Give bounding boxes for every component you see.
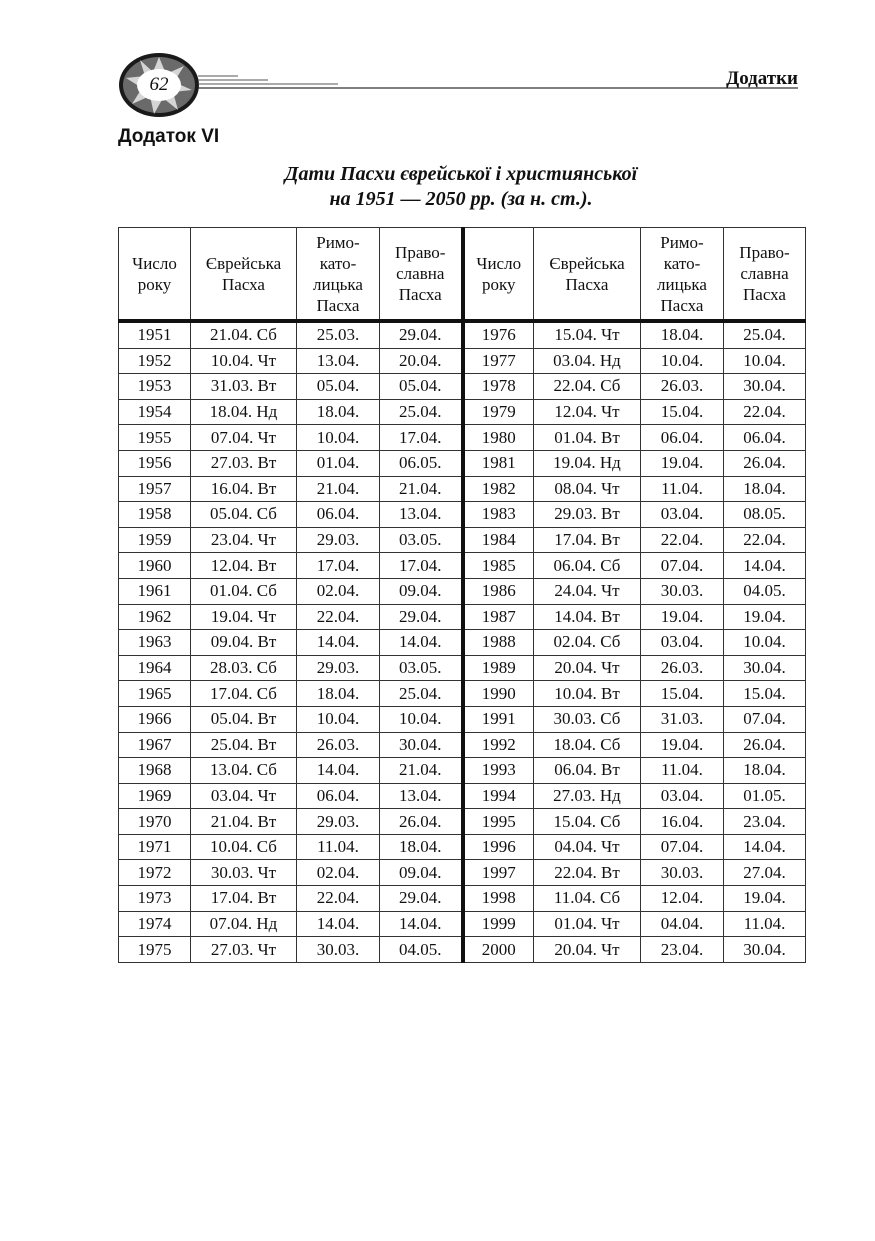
table-cell: 29.04. — [380, 321, 463, 348]
table-cell: 06.04. Вт — [534, 758, 641, 784]
table-cell: 15.04. — [641, 681, 724, 707]
table-cell: 01.04. Вт — [534, 425, 641, 451]
column-header-line: Пасха — [222, 274, 265, 294]
section-title: Додатки — [726, 68, 798, 89]
table-cell: 22.04. — [297, 604, 380, 630]
table-cell: 26.04. — [724, 732, 806, 758]
column-header-5 — [534, 228, 641, 322]
table-cell: 02.04. — [297, 860, 380, 886]
table-cell: 03.04. — [641, 630, 724, 656]
table-cell: 1972 — [119, 860, 191, 886]
table-cell: 21.04. — [380, 758, 463, 784]
table-cell: 30.03. — [641, 578, 724, 604]
table-cell: 12.04. Чт — [534, 399, 641, 425]
table-row — [119, 527, 806, 553]
page-number: 62 — [149, 74, 169, 95]
column-header-line: Римо- — [316, 232, 360, 252]
table-cell: 18.04. — [641, 321, 724, 348]
table-cell: 30.04. — [380, 732, 463, 758]
table-cell: 1999 — [463, 911, 534, 937]
table-cell: 1967 — [119, 732, 191, 758]
table-row — [119, 758, 806, 784]
table-row — [119, 321, 806, 348]
table-cell: 18.04. — [724, 758, 806, 784]
table-cell: 20.04. Чт — [534, 655, 641, 681]
easter-dates-table — [118, 227, 806, 963]
column-header-line: лицька — [313, 274, 363, 294]
table-cell: 04.04. — [641, 911, 724, 937]
table-cell: 1986 — [463, 578, 534, 604]
table-cell: 17.04. — [297, 553, 380, 579]
table-cell: 30.04. — [724, 937, 806, 963]
table-cell: 06.04. Сб — [534, 553, 641, 579]
table-cell: 06.04. — [297, 783, 380, 809]
table-cell: 1955 — [119, 425, 191, 451]
table-cell: 19.04. Нд — [534, 450, 641, 476]
table-cell: 06.04. — [724, 425, 806, 451]
table-header-row — [119, 228, 806, 322]
table-cell: 27.03. Чт — [191, 937, 297, 963]
table-cell: 26.03. — [641, 655, 724, 681]
table-cell: 15.04. — [724, 681, 806, 707]
table-row — [119, 553, 806, 579]
table-cell: 15.04. Чт — [534, 321, 641, 348]
table-cell: 15.04. — [641, 399, 724, 425]
table-cell: 1993 — [463, 758, 534, 784]
table-cell: 07.04. Нд — [191, 911, 297, 937]
table-cell: 1956 — [119, 450, 191, 476]
table-cell: 29.03. — [297, 809, 380, 835]
table-cell: 09.04. Вт — [191, 630, 297, 656]
table-cell: 1981 — [463, 450, 534, 476]
column-header-1 — [191, 228, 297, 322]
table-cell: 29.03. — [297, 655, 380, 681]
table-row — [119, 655, 806, 681]
table-cell: 23.04. — [724, 809, 806, 835]
column-header-2 — [297, 228, 380, 322]
table-cell: 18.04. — [380, 834, 463, 860]
table-cell: 19.04. — [641, 604, 724, 630]
table-cell: 10.04. — [297, 706, 380, 732]
table-cell: 21.04. — [380, 476, 463, 502]
table-cell: 06.05. — [380, 450, 463, 476]
table-row — [119, 886, 806, 912]
table-cell: 1976 — [463, 321, 534, 348]
table-cell: 18.04. — [297, 399, 380, 425]
table-row — [119, 604, 806, 630]
table-cell: 19.04. — [641, 732, 724, 758]
table-cell: 1958 — [119, 502, 191, 528]
table-row — [119, 834, 806, 860]
table-cell: 02.04. — [297, 578, 380, 604]
table-cell: 14.04. Вт — [534, 604, 641, 630]
table-cell: 21.04. Вт — [191, 809, 297, 835]
table-row — [119, 732, 806, 758]
column-header-6 — [641, 228, 724, 322]
table-cell: 27.03. Нд — [534, 783, 641, 809]
table-cell: 08.04. Чт — [534, 476, 641, 502]
table-cell: 1995 — [463, 809, 534, 835]
table-cell: 18.04. Сб — [534, 732, 641, 758]
column-header-7 — [724, 228, 806, 322]
table-cell: 01.04. Сб — [191, 578, 297, 604]
table-cell: 24.04. Чт — [534, 578, 641, 604]
table-cell: 22.04. — [724, 527, 806, 553]
table-cell: 22.04. Сб — [534, 374, 641, 400]
table-cell: 1977 — [463, 348, 534, 374]
table-cell: 14.04. — [380, 911, 463, 937]
table-cell: 23.04. — [641, 937, 724, 963]
column-header-line: Пасха — [565, 274, 609, 294]
table-cell: 17.04. Сб — [191, 681, 297, 707]
table-cell: 03.04. — [641, 502, 724, 528]
table-cell: 04.05. — [380, 937, 463, 963]
table-cell: 26.04. — [724, 450, 806, 476]
table-cell: 1991 — [463, 706, 534, 732]
table-row — [119, 911, 806, 937]
table-cell: 05.04. — [380, 374, 463, 400]
table-cell: 1953 — [119, 374, 191, 400]
table-cell: 13.04. — [297, 348, 380, 374]
column-header-line: Єврейська — [549, 253, 625, 273]
table-cell: 30.04. — [724, 374, 806, 400]
table-cell: 09.04. — [380, 860, 463, 886]
table-cell: 30.03. — [297, 937, 380, 963]
table-cell: 30.03. Чт — [191, 860, 297, 886]
table-cell: 13.04. Сб — [191, 758, 297, 784]
table-cell: 06.04. — [641, 425, 724, 451]
table-cell: 17.04. Вт — [191, 886, 297, 912]
table-cell: 1983 — [463, 502, 534, 528]
table-body — [119, 321, 806, 962]
table-cell: 05.04. Вт — [191, 706, 297, 732]
column-header-line: Право- — [739, 243, 790, 262]
table-cell: 1951 — [119, 321, 191, 348]
table-row — [119, 374, 806, 400]
table-cell: 03.04. Чт — [191, 783, 297, 809]
table-cell: 23.04. Чт — [191, 527, 297, 553]
table-cell: 02.04. Сб — [534, 630, 641, 656]
table-cell: 14.04. — [380, 630, 463, 656]
table-row — [119, 502, 806, 528]
table-title — [118, 162, 804, 212]
table-cell: 25.03. — [297, 321, 380, 348]
table-cell: 29.04. — [380, 604, 463, 630]
table-cell: 20.04. Чт — [534, 937, 641, 963]
table-cell: 01.04. — [297, 450, 380, 476]
table-cell: 26.04. — [380, 809, 463, 835]
table-cell: 09.04. — [380, 578, 463, 604]
title-line-1: Дати Пасхи єврейської і християнської — [284, 163, 638, 185]
table-cell: 1985 — [463, 553, 534, 579]
table-cell: 25.04. — [380, 681, 463, 707]
table-cell: 1997 — [463, 860, 534, 886]
column-header-line: року — [481, 274, 516, 294]
table-cell: 08.05. — [724, 502, 806, 528]
table-cell: 28.03. Сб — [191, 655, 297, 681]
table-cell: 1965 — [119, 681, 191, 707]
table-cell: 05.04. Сб — [191, 502, 297, 528]
table-cell: 1962 — [119, 604, 191, 630]
table-cell: 10.04. Вт — [534, 681, 641, 707]
table-cell: 1980 — [463, 425, 534, 451]
table-cell: 1968 — [119, 758, 191, 784]
table-cell: 1966 — [119, 706, 191, 732]
table-cell: 14.04. — [724, 553, 806, 579]
table-cell: 31.03. Вт — [191, 374, 297, 400]
table-cell: 11.04. Сб — [534, 886, 641, 912]
table-cell: 07.04. — [641, 553, 724, 579]
table-cell: 16.04. — [641, 809, 724, 835]
table-cell: 07.04. — [724, 706, 806, 732]
table-cell: 10.04. — [641, 348, 724, 374]
table-cell: 31.03. — [641, 706, 724, 732]
column-header-0 — [119, 228, 191, 322]
column-header-line: Число — [476, 253, 522, 273]
table-cell: 15.04. Сб — [534, 809, 641, 835]
table-cell: 30.04. — [724, 655, 806, 681]
table-cell: 03.05. — [380, 527, 463, 553]
table-row — [119, 425, 806, 451]
table-cell: 19.04. — [641, 450, 724, 476]
table-cell: 11.04. — [724, 911, 806, 937]
table-cell: 10.04. — [724, 630, 806, 656]
table-cell: 27.04. — [724, 860, 806, 886]
table-cell: 13.04. — [380, 783, 463, 809]
table-cell: 1975 — [119, 937, 191, 963]
column-header-line: славна — [740, 264, 789, 283]
table-cell: 17.04. — [380, 553, 463, 579]
column-header-line: Пасха — [398, 285, 442, 304]
table-cell: 22.04. — [641, 527, 724, 553]
table-cell: 14.04. — [297, 911, 380, 937]
table-cell: 29.03. — [297, 527, 380, 553]
table-cell: 1970 — [119, 809, 191, 835]
table-row — [119, 937, 806, 963]
table-cell: 12.04. Вт — [191, 553, 297, 579]
table-cell: 1990 — [463, 681, 534, 707]
table-cell: 1963 — [119, 630, 191, 656]
table-cell: 20.04. — [380, 348, 463, 374]
table-cell: 10.04. — [724, 348, 806, 374]
table-cell: 1978 — [463, 374, 534, 400]
table-cell: 07.04. Чт — [191, 425, 297, 451]
column-header-line: като- — [663, 253, 701, 273]
table-cell: 2000 — [463, 937, 534, 963]
table-cell: 04.05. — [724, 578, 806, 604]
table-cell: 26.03. — [641, 374, 724, 400]
table-cell: 1957 — [119, 476, 191, 502]
table-cell: 04.04. Чт — [534, 834, 641, 860]
table-cell: 1969 — [119, 783, 191, 809]
table-cell: 14.04. — [297, 758, 380, 784]
column-header-line: Пасха — [743, 285, 786, 304]
table-cell: 1964 — [119, 655, 191, 681]
table-cell: 21.04. Сб — [191, 321, 297, 348]
table-cell: 14.04. — [724, 834, 806, 860]
table-cell: 07.04. — [641, 834, 724, 860]
table-cell: 11.04. — [641, 476, 724, 502]
table-cell: 30.03. Сб — [534, 706, 641, 732]
table-cell: 21.04. — [297, 476, 380, 502]
table-cell: 22.04. — [297, 886, 380, 912]
column-header-line: року — [137, 274, 172, 294]
table-cell: 1989 — [463, 655, 534, 681]
title-line-2: на 1951 — 2050 рр. (за н. ст.). — [329, 188, 593, 210]
table-cell: 1982 — [463, 476, 534, 502]
table-row — [119, 809, 806, 835]
table-cell: 1992 — [463, 732, 534, 758]
table-cell: 29.03. Вт — [534, 502, 641, 528]
table-cell: 18.04. — [724, 476, 806, 502]
table-cell: 03.04. Нд — [534, 348, 641, 374]
table-row — [119, 578, 806, 604]
table-cell: 01.05. — [724, 783, 806, 809]
table-cell: 05.04. — [297, 374, 380, 400]
table-cell: 19.04. — [724, 604, 806, 630]
table-row — [119, 630, 806, 656]
table-cell: 1996 — [463, 834, 534, 860]
column-header-3 — [380, 228, 463, 322]
table-cell: 10.04. — [380, 706, 463, 732]
table-cell: 18.04. — [297, 681, 380, 707]
table-cell: 22.04. Вт — [534, 860, 641, 886]
table-cell: 1959 — [119, 527, 191, 553]
table-cell: 12.04. — [641, 886, 724, 912]
table-row — [119, 860, 806, 886]
table-cell: 1971 — [119, 834, 191, 860]
table-cell: 1979 — [463, 399, 534, 425]
table-cell: 25.04. Вт — [191, 732, 297, 758]
table-cell: 16.04. Вт — [191, 476, 297, 502]
table-row — [119, 681, 806, 707]
table-cell: 03.05. — [380, 655, 463, 681]
table-cell: 29.04. — [380, 886, 463, 912]
table-cell: 17.04. Вт — [534, 527, 641, 553]
column-header-line: Єврейська — [205, 253, 282, 273]
column-header-4 — [463, 228, 534, 322]
table-cell: 1954 — [119, 399, 191, 425]
table-row — [119, 450, 806, 476]
table-cell: 10.04. — [297, 425, 380, 451]
column-header-line: Право- — [395, 243, 446, 262]
table-cell: 1994 — [463, 783, 534, 809]
table-cell: 1973 — [119, 886, 191, 912]
table-cell: 1960 — [119, 553, 191, 579]
column-header-line: Пасха — [316, 295, 360, 315]
table-row — [119, 783, 806, 809]
table-cell: 14.04. — [297, 630, 380, 656]
table-cell: 11.04. — [297, 834, 380, 860]
table-cell: 19.04. — [724, 886, 806, 912]
table-cell: 1988 — [463, 630, 534, 656]
table-row — [119, 476, 806, 502]
table-cell: 01.04. Чт — [534, 911, 641, 937]
table-cell: 1974 — [119, 911, 191, 937]
table-cell: 10.04. Чт — [191, 348, 297, 374]
table-cell: 06.04. — [297, 502, 380, 528]
column-header-line: лицька — [657, 274, 707, 294]
table-row — [119, 348, 806, 374]
table-cell: 26.03. — [297, 732, 380, 758]
table-cell: 22.04. — [724, 399, 806, 425]
column-header-line: Число — [132, 253, 177, 273]
table-cell: 1987 — [463, 604, 534, 630]
table-cell: 30.03. — [641, 860, 724, 886]
table-row — [119, 706, 806, 732]
column-header-line: Римо- — [660, 232, 704, 252]
table-cell: 13.04. — [380, 502, 463, 528]
table-cell: 27.03. Вт — [191, 450, 297, 476]
header-rule — [198, 72, 798, 94]
table-cell: 18.04. Нд — [191, 399, 297, 425]
table-cell: 1961 — [119, 578, 191, 604]
table-cell: 11.04. — [641, 758, 724, 784]
table-cell: 1952 — [119, 348, 191, 374]
table-cell: 25.04. — [724, 321, 806, 348]
appendix-label: Додаток VI — [118, 126, 220, 147]
table-cell: 10.04. Сб — [191, 834, 297, 860]
table-cell: 25.04. — [380, 399, 463, 425]
column-header-line: славна — [396, 264, 445, 283]
table-cell: 1984 — [463, 527, 534, 553]
table-cell: 03.04. — [641, 783, 724, 809]
table-cell: 19.04. Чт — [191, 604, 297, 630]
table-cell: 17.04. — [380, 425, 463, 451]
table-cell: 1998 — [463, 886, 534, 912]
column-header-line: Пасха — [660, 295, 704, 315]
column-header-line: като- — [319, 253, 357, 273]
table-row — [119, 399, 806, 425]
